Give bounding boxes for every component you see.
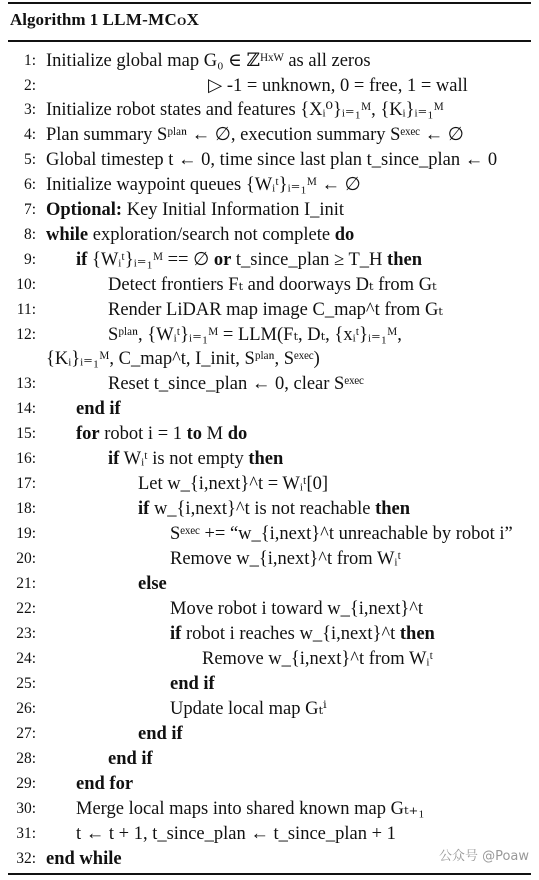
algorithm-line bbox=[0, 747, 539, 771]
line-number: 1: bbox=[23, 52, 36, 69]
line-text: {Kᵢ}ᵢ₌₁ᴹ, C_map^t, I_init, Sᵖˡᵃⁿ, Sᵉˣᵉᶜ) bbox=[46, 349, 320, 369]
line-text: end if bbox=[76, 399, 121, 419]
line-number: 21: bbox=[16, 575, 36, 592]
line-number: 11: bbox=[16, 301, 36, 318]
algorithm-line bbox=[0, 323, 539, 347]
watermark: 公众号 @Poaw bbox=[438, 849, 529, 864]
algorithm-line bbox=[0, 522, 539, 546]
algorithm-line bbox=[0, 472, 539, 496]
line-number: 4: bbox=[23, 126, 36, 143]
line-number: 14: bbox=[16, 400, 36, 417]
line-text: Detect frontiers Fₜ and doorways Dₜ from Gₜ bbox=[108, 275, 437, 295]
line-number: 2: bbox=[23, 77, 36, 94]
line-number: 12: bbox=[16, 326, 36, 343]
line-text: if Wᵢᵗ is not empty then bbox=[108, 449, 284, 469]
algorithm-line bbox=[0, 822, 539, 846]
line-text: end while bbox=[46, 849, 122, 869]
line-number: 17: bbox=[16, 475, 36, 492]
line-number: 29: bbox=[16, 775, 36, 792]
line-text: end if bbox=[138, 724, 183, 744]
line-text: Initialize waypoint queues {Wᵢᵗ}ᵢ₌₁ᴹ ← ∅ bbox=[46, 175, 361, 195]
bottom-rule bbox=[8, 873, 531, 875]
line-number: 24: bbox=[16, 650, 36, 667]
algorithm-line bbox=[0, 547, 539, 571]
line-number: 6: bbox=[23, 176, 36, 193]
line-text: Reset t_since_plan ← 0, clear Sᵉˣᵉᶜ bbox=[108, 374, 364, 394]
line-number: 10: bbox=[16, 276, 36, 293]
line-text: if {Wᵢᵗ}ᵢ₌₁ᴹ == ∅ or t_since_plan ≥ T_H then bbox=[76, 250, 422, 270]
line-text: if robot i reaches w_{i,next}^t then bbox=[170, 624, 435, 644]
line-text: ▷ -1 = unknown, 0 = free, 1 = wall bbox=[208, 76, 468, 96]
algorithm-line bbox=[0, 123, 539, 147]
top-rule bbox=[8, 2, 531, 4]
line-number: 7: bbox=[23, 201, 36, 218]
algorithm-line bbox=[0, 198, 539, 222]
algorithm-line bbox=[0, 797, 539, 821]
line-number: 9: bbox=[23, 251, 36, 268]
line-number: 32: bbox=[16, 850, 36, 867]
algorithm-line bbox=[0, 347, 539, 371]
line-number: 25: bbox=[16, 675, 36, 692]
line-number: 30: bbox=[16, 800, 36, 817]
line-number: 8: bbox=[23, 226, 36, 243]
algorithm-line bbox=[0, 722, 539, 746]
line-number: 26: bbox=[16, 700, 36, 717]
line-text: for robot i = 1 to M do bbox=[76, 424, 248, 444]
algorithm-line bbox=[0, 49, 539, 73]
algorithm-line bbox=[0, 647, 539, 671]
line-number: 28: bbox=[16, 750, 36, 767]
line-number: 19: bbox=[16, 525, 36, 542]
line-text: end for bbox=[76, 774, 134, 794]
line-text: else bbox=[138, 574, 167, 594]
line-text: Remove w_{i,next}^t from Wᵢᵗ bbox=[170, 549, 401, 569]
line-text: Global timestep t ← 0, time since last plan t_since_plan ← 0 bbox=[46, 150, 498, 170]
line-text: Sᵉˣᵉᶜ += “w_{i,next}^t unreachable by robot i” bbox=[170, 524, 513, 544]
algorithm-line bbox=[0, 572, 539, 596]
header-rule bbox=[8, 40, 531, 42]
algorithm-label: Algorithm 1 bbox=[10, 10, 99, 29]
line-number: 16: bbox=[16, 450, 36, 467]
line-number: 5: bbox=[23, 151, 36, 168]
algorithm-line bbox=[0, 622, 539, 646]
line-number: 31: bbox=[16, 825, 36, 842]
algorithm-line bbox=[0, 173, 539, 197]
line-text: Render LiDAR map image C_map^t from Gₜ bbox=[108, 300, 443, 320]
algorithm-line bbox=[0, 372, 539, 396]
line-text: t ← t + 1, t_since_plan ← t_since_plan + 1 bbox=[76, 824, 396, 844]
line-text: end if bbox=[170, 674, 215, 694]
line-text: Update local map Gₜⁱ bbox=[170, 699, 327, 719]
algorithm-line bbox=[0, 597, 539, 621]
line-number: 27: bbox=[16, 725, 36, 742]
line-number: 15: bbox=[16, 425, 36, 442]
line-text: Plan summary Sᵖˡᵃⁿ ← ∅, execution summary Sᵉˣᵉᶜ ← ∅ bbox=[46, 125, 464, 145]
line-number: 20: bbox=[16, 550, 36, 567]
line-text: Optional: Key Initial Information I_init bbox=[46, 200, 345, 220]
algorithm-line bbox=[0, 74, 539, 98]
line-text: while exploration/search not complete do bbox=[46, 225, 355, 245]
algorithm-line bbox=[0, 298, 539, 322]
line-text: end if bbox=[108, 749, 153, 769]
algorithm-line bbox=[0, 497, 539, 521]
algorithm-name: LLM-MCoX bbox=[102, 10, 200, 29]
algorithm-line bbox=[0, 397, 539, 421]
algorithm-line bbox=[0, 148, 539, 172]
algorithm-title bbox=[10, 10, 199, 30]
algorithm-line bbox=[0, 672, 539, 696]
algorithm-line bbox=[0, 273, 539, 297]
algorithm-line bbox=[0, 248, 539, 272]
line-text: Merge local maps into shared known map Gₜ₊₁ bbox=[76, 799, 425, 819]
line-text: Remove w_{i,next}^t from Wᵢᵗ bbox=[202, 649, 433, 669]
line-number: 23: bbox=[16, 625, 36, 642]
line-text: Move robot i toward w_{i,next}^t bbox=[170, 599, 424, 619]
algorithm-line bbox=[0, 772, 539, 796]
line-number: 22: bbox=[16, 600, 36, 617]
line-text: Let w_{i,next}^t = Wᵢᵗ[0] bbox=[138, 474, 329, 494]
algorithm-line bbox=[0, 697, 539, 721]
line-number: 3: bbox=[23, 101, 36, 118]
line-text: Initialize global map G₀ ∈ ℤᴴˣᵂ as all zeros bbox=[46, 51, 371, 71]
algorithm-line bbox=[0, 98, 539, 122]
algorithm-line bbox=[0, 422, 539, 446]
line-number: 18: bbox=[16, 500, 36, 517]
line-text: Initialize robot states and features {Xᵢ⁰}ᵢ₌₁ᴹ, {Kᵢ}ᵢ₌₁ᴹ bbox=[46, 100, 444, 120]
line-text: Sᵖˡᵃⁿ, {Wᵢᵗ}ᵢ₌₁ᴹ = LLM(Fₜ, Dₜ, {xᵢᵗ}ᵢ₌₁ᴹ, bbox=[108, 325, 402, 345]
line-number: 13: bbox=[16, 375, 36, 392]
algorithm-line bbox=[0, 223, 539, 247]
algorithm-line bbox=[0, 447, 539, 471]
line-text: if w_{i,next}^t is not reachable then bbox=[138, 499, 411, 519]
